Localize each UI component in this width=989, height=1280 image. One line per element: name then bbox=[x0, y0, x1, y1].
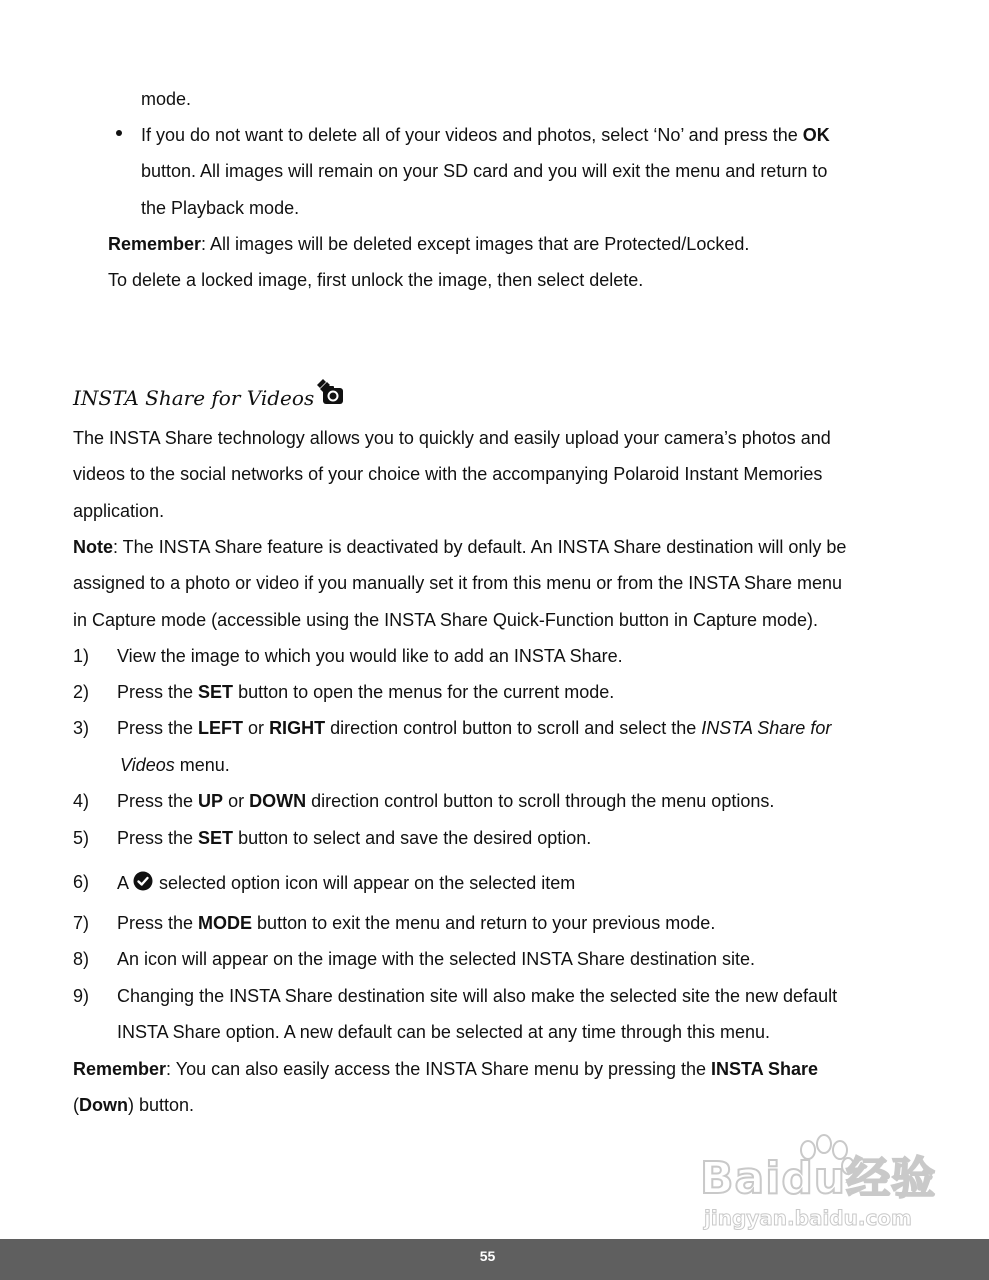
step-text: Press the LEFT or RIGHT direction control button to scroll and select the INSTA Share for bbox=[117, 718, 832, 738]
section-title: INSTA Share for Videos bbox=[73, 386, 315, 410]
text-line: assigned to a photo or video if you manually set it from this menu or from the INSTA Share menu bbox=[73, 573, 843, 593]
page-number: 55 bbox=[479, 1248, 496, 1264]
step-number: 9) bbox=[73, 986, 90, 1006]
step-text: Press the MODE button to exit the menu and return to your previous mode. bbox=[117, 913, 716, 933]
step-text: Press the UP or DOWN direction control button to scroll through the menu options. bbox=[117, 791, 775, 811]
step-text: An icon will appear on the image with the selected INSTA Share destination site. bbox=[117, 949, 756, 969]
watermark-brand: Baidu经验 bbox=[700, 1153, 937, 1204]
step-number: 5) bbox=[73, 828, 90, 848]
step-number: 7) bbox=[73, 913, 90, 933]
text-line: If you do not want to delete all of your videos and photos, select ‘No’ and press the OK bbox=[141, 125, 830, 145]
watermark-url: jingyan.baidu.com bbox=[704, 1206, 912, 1230]
text-line: application. bbox=[73, 501, 165, 521]
insta-share-icon bbox=[314, 377, 344, 407]
note-line: Note: The INSTA Share feature is deactivated by default. An INSTA Share destination will only be bbox=[73, 537, 847, 557]
text-line: The INSTA Share technology allows you to quickly and easily upload your camera’s photos and bbox=[73, 428, 831, 448]
step-number: 3) bbox=[73, 718, 90, 738]
step-text: View the image to which you would like to add an INSTA Share. bbox=[117, 646, 623, 666]
text-line: videos to the social networks of your choice with the accompanying Polaroid Instant Memories bbox=[73, 464, 823, 484]
bullet-dot bbox=[116, 130, 122, 136]
step-number: 1) bbox=[73, 646, 90, 666]
text-line: the Playback mode. bbox=[141, 198, 300, 218]
step-text: A selected option icon will appear on the selected item bbox=[117, 873, 576, 893]
step-number: 8) bbox=[73, 949, 90, 969]
step-text: Press the SET button to open the menus for the current mode. bbox=[117, 682, 615, 702]
remember-line: Remember: All images will be deleted except images that are Protected/Locked. bbox=[108, 234, 750, 254]
text-line: (Down) button. bbox=[73, 1095, 195, 1115]
step-text: INSTA Share option. A new default can be selected at any time through this menu. bbox=[117, 1022, 771, 1042]
text-line: mode. bbox=[141, 89, 192, 109]
baidu-watermark bbox=[700, 1132, 936, 1236]
check-circle-icon bbox=[133, 871, 153, 891]
step-text: Changing the INSTA Share destination site will also make the selected site the new default bbox=[117, 986, 838, 1006]
text-line: button. All images will remain on your SD card and you will exit the menu and return to bbox=[141, 161, 828, 181]
step-text: Videos menu. bbox=[120, 755, 230, 775]
text-line: To delete a locked image, first unlock the image, then select delete. bbox=[108, 270, 644, 290]
step-number: 2) bbox=[73, 682, 90, 702]
step-number: 4) bbox=[73, 791, 90, 811]
step-number: 6) bbox=[73, 872, 90, 892]
text-line: in Capture mode (accessible using the INSTA Share Quick-Function button in Capture mode). bbox=[73, 610, 819, 630]
remember-line: Remember: You can also easily access the INSTA Share menu by pressing the INSTA Share bbox=[73, 1059, 819, 1079]
step-text: Press the SET button to select and save the desired option. bbox=[117, 828, 592, 848]
